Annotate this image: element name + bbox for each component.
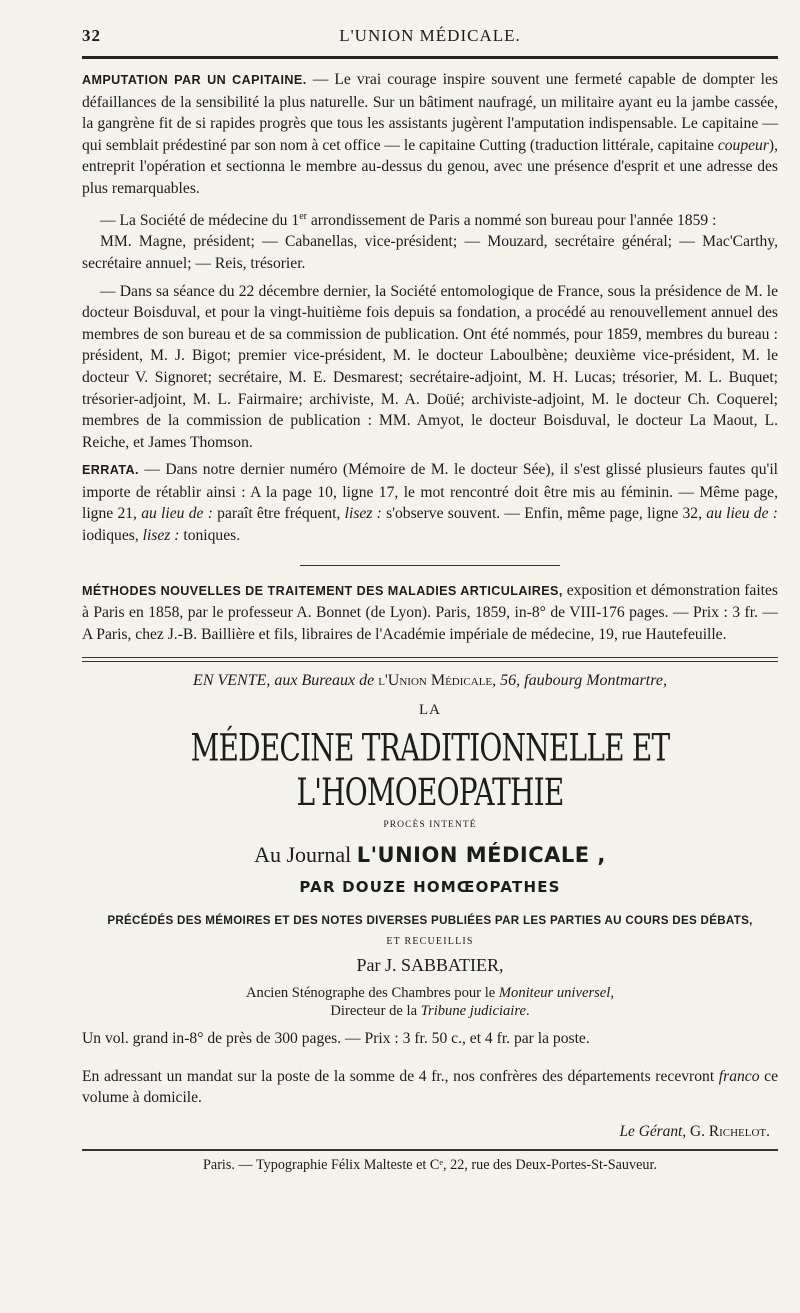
author-qualifications: Ancien Sténographe des Chambres pour le Moniteur universel, Directeur de la Tribune judiciaire. [245,985,614,1020]
book-title: MÉDECINE TRADITIONNELLE ET L'HOMOEOPATHIE [190,725,670,815]
proces-line: PROCÈS INTENTÉ [383,819,477,831]
page-number: 32 [82,26,101,45]
title-article: LA [419,702,441,719]
methodes-heading: MÉTHODES NOUVELLES DE TRAITEMENT DES MALADIES ARTICULAIRES, [82,583,563,598]
footer-rule [82,1149,778,1151]
gerant-signature: Le Gérant, G. Richelot. [619,1122,770,1140]
precedes-line: PRÉCÉDÉS DES MÉMOIRES ET DES NOTES DIVERSES PUBLIÉES PAR LES PARTIES AU COURS DES DÉBATS, [107,914,753,928]
societe-medecine-paragraph: — La Société de médecine du 1er arrondissement de Paris a nommé son bureau pour l'année 1859 : [100,210,717,229]
journal-line: Au Journal L'UNION MÉDICALE , [254,842,606,868]
societe-medecine-members: MM. Magne, président; — Cabanellas, vice-président; — Mouzard, secrétaire général; — Mac'Carthy, secrétaire annuel; — Reis, trésorier. [82,233,778,272]
par-douze-line: PAR DOUZE HOMŒOPATHES [299,878,561,897]
header-rule [82,56,778,59]
page-header [82,22,778,48]
printer-imprint: Paris. — Typographie Félix Malteste et Cᵉ, 22, rue des Deux-Portes-St-Sauveur. [203,1156,657,1173]
methodes-review: MÉTHODES NOUVELLES DE TRAITEMENT DES MALADIES ARTICULAIRES, exposition et démonstration faites à Paris en 1858, par le professeur A. Bonnet (de Lyon). Paris, 1859, in-8° de VIII-176 pages. — Prix : 3 fr. — A Paris, chez J.-B. Baillière et fils, libraires de l'Académie impériale de médecine, 19, rue Hautefeuille. [82,581,778,643]
advert-rule [82,657,778,662]
amputation-paragraph: AMPUTATION PAR UN CAPITAINE. — Le vrai courage inspire souvent une fermeté capable de dompter les défaillances de la sensibilité la plus naturelle. Sur un bâtiment naufragé, un militaire ayant eu la jambe cassée, la gangrène fit de si rapides progrès que tous les assistants jugèrent l'amputation indispensable. Le capitaine — qui semblait prédestiné par son nom à cet office — le capitaine Cutting (traduction littérale, capitaine coupeur), entreprit l'opération et sectionna le membre au-dessus du genou, avec une présence d'esprit et une adresse des plus remarquables. [82,71,779,197]
section-divider [300,565,560,566]
book-advertisement [82,672,778,1020]
amputation-heading: AMPUTATION PAR UN CAPITAINE. [82,73,307,87]
errata-heading: ERRATA. [82,463,139,478]
recueillis-line: ET RECUEILLIS [386,936,474,948]
running-title: L'UNION MÉDICALE. [339,26,521,45]
mandat-notice: En adressant un mandat sur la poste de la somme de 4 fr., nos confrères des départements recevront franco ce volume à domicile. [82,1067,778,1107]
entomologique-paragraph: — Dans sa séance du 22 décembre dernier, la Société entomologique de France, sous la présidence de M. le docteur Boisduval, et pour la vingt-huitième fois depuis sa fondation, a procédé au renouvellement annuel des membres de son bureau et de sa commission de publication. Ont été nommés, pour 1859, membres du bureau : président, M. J. Bigot; premier vice-président, M. le docteur Laboulbène; deuxième vice-président, M. le docteur V. Signoret; secrétaire, M. E. Desmarest; secrétaire-adjoint, M. H. Lucas; trésorier, M. L. Buquet; trésorier-adjoint, M. L. Fairmaire; archiviste, M. A. Doüé; archiviste-adjoint, M. le docteur Ch. Coquerel; membres de la commission de publication : MM. Amyot, le docteur Boisduval, le docteur La Maout, L. Reiche, et James Thomson. [82,282,778,451]
errata-paragraph: ERRATA. — Dans notre dernier numéro (Mémoire de M. le docteur Sée), il s'est glissé plusieurs fautes qu'il importe de rétablir ainsi : A la page 10, ligne 17, le mot rencontré doit être mis au féminin. — Même page, ligne 21, au lieu de : paraît être fréquent, lisez : s'observe souvent. — Enfin, même page, ligne 32, au lieu de : iodiques, lisez : toniques. [82,461,778,545]
sale-notice: EN VENTE, aux Bureaux de l'Union Médicale, 56, faubourg Montmartre, [193,672,667,690]
newspaper-page [82,22,778,1174]
volume-price: Un vol. grand in-8° de près de 300 pages. — Prix : 3 fr. 50 c., et 4 fr. par la poste. [82,1030,590,1048]
author-line: Par J. SABBATIER, [356,955,504,976]
